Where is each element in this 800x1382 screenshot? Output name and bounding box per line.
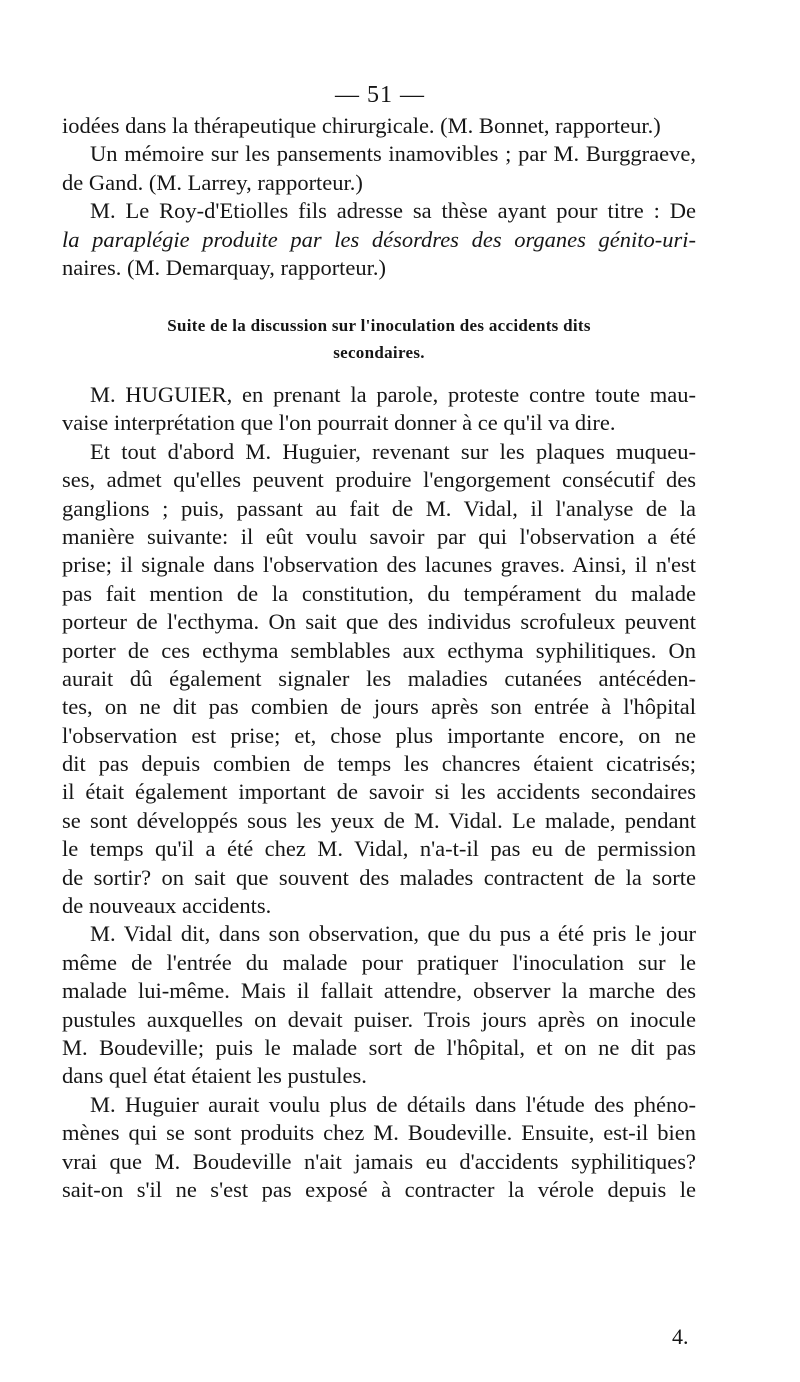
text-line: sait-on s'il ne s'est pas exposé à contracter la vérole depuis le <box>62 1176 696 1202</box>
text-line: vrai que M. Boudeville n'ait jamais eu d'accidents syphilitiques? <box>62 1148 696 1174</box>
text-line: aurait dû également signaler les maladies cutanées antécéden- <box>62 665 696 691</box>
text-line: il était également important de savoir si les accidents secondaires <box>62 779 696 805</box>
text-line: se sont développés sous les yeux de M. Vidal. Le malade, pendant <box>62 807 696 833</box>
text-line: naires. (M. Demarquay, rapporteur.) <box>62 254 387 280</box>
text-line: de Gand. (M. Larrey, rapporteur.) <box>62 169 363 195</box>
section-heading-line: Suite de la discussion sur l'inoculation des accidents dits <box>167 316 591 335</box>
text-line: dans quel état étaient les pustules. <box>62 1063 367 1089</box>
text-line: même de l'entrée du malade pour pratiquer l'inoculation sur le <box>62 949 696 975</box>
text-line: prise; il signale dans l'observation des lacunes graves. Ainsi, il n'est <box>62 552 696 578</box>
text-line: dit pas depuis combien de temps les chancres étaient cicatrisés; <box>62 751 696 777</box>
page-number: — 51 — <box>335 82 425 108</box>
text-line: Et tout d'abord M. Huguier, revenant sur les plaques muqueu- <box>90 438 696 464</box>
text-line: ganglions ; puis, passant au fait de M. Vidal, il l'analyse de la <box>62 495 696 521</box>
text-line: de sortir? on sait que souvent des malades contractent de la sorte <box>62 864 696 890</box>
body-text-block <box>62 381 696 1204</box>
text-line: pas fait mention de la constitution, du tempérament du malade <box>62 580 696 606</box>
text-line: la paraplégie produite par les désordres des organes génito-uri- <box>62 226 696 252</box>
text-line: porteur de l'ecthyma. On sait que des individus scrofuleux peuvent <box>62 609 696 635</box>
section-heading <box>64 312 694 366</box>
section-heading-line: secondaires. <box>333 343 425 362</box>
text-line: mènes qui se sont produits chez M. Boudeville. Ensuite, est-il bien <box>62 1120 696 1146</box>
text-line: M. Huguier aurait voulu plus de détails dans l'étude des phéno- <box>90 1091 696 1117</box>
text-line: M. Le Roy-d'Etiolles fils adresse sa thèse ayant pour titre : De <box>90 198 696 224</box>
text-line: vaise interprétation que l'on pourrait donner à ce qu'il va dire. <box>62 410 616 436</box>
top-text-block <box>62 112 696 282</box>
text-line: manière suivante: il eût voulu savoir par qui l'observation a été <box>62 523 696 549</box>
text-line: ses, admet qu'elles peuvent produire l'engorgement consécutif des <box>62 467 696 493</box>
text-line: malade lui-même. Mais il fallait attendre, observer la marche des <box>62 978 696 1004</box>
text-line: M. Boudeville; puis le malade sort de l'hôpital, et on ne dit pas <box>62 1034 696 1060</box>
text-line: le temps qu'il a été chez M. Vidal, n'a-t-il pas eu de permission <box>62 836 696 862</box>
text-line: l'observation est prise; et, chose plus importante encore, on ne <box>62 722 696 748</box>
text-line: pustules auxquelles on devait puiser. Trois jours après on inocule <box>62 1006 696 1032</box>
text-line: iodées dans la thérapeutique chirurgicale. (M. Bonnet, rapporteur.) <box>62 113 661 138</box>
text-line: Un mémoire sur les pansements inamovibles ; par M. Burggraeve, <box>90 141 696 167</box>
text-line: M. HUGUIER, en prenant la parole, proteste contre toute mau- <box>90 382 696 407</box>
text-line: porter de ces ecthyma semblables aux ecthyma syphilitiques. On <box>62 637 696 663</box>
text-line: M. Vidal dit, dans son observation, que du pus a été pris le jour <box>90 921 696 947</box>
signature-mark: 4. <box>672 1324 689 1349</box>
text-line: tes, on ne dit pas combien de jours après son entrée à l'hôpital <box>62 694 696 720</box>
text-line: de nouveaux accidents. <box>62 893 272 919</box>
